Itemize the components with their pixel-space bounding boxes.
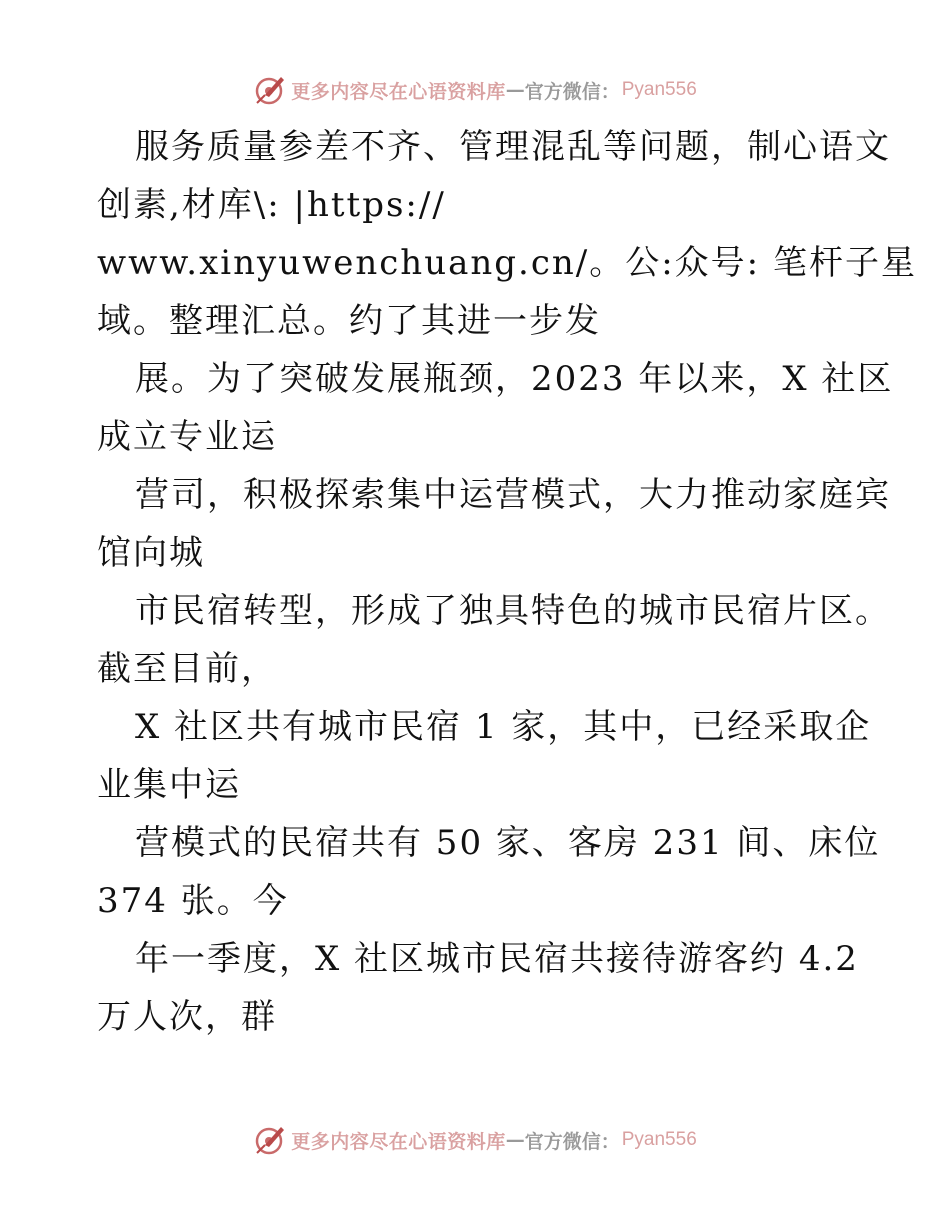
text-line: 馆向城 [97, 533, 205, 573]
watermark-site-text: 更多内容尽在心语资料库 [291, 80, 506, 103]
text-line: 市民宿转型，形成了独具特色的城市民宿片区。 [135, 591, 891, 631]
text-line: 营司，积极探索集中运营模式，大力推动家庭宾 [135, 475, 891, 515]
watermark-wechat-label: 官方微信： [524, 1130, 620, 1153]
document-body [97, 118, 917, 1046]
watermark-wechat-id: Pyan556 [621, 1129, 697, 1150]
text-line: 万人次，群 [97, 997, 277, 1037]
text-line: 域。整理汇总。约了其进一步发 [97, 301, 601, 341]
text-line: 成立专业运 [97, 417, 277, 457]
text-line: www.xinyuwenchuang.cn/。公:众号: 笔杆子星 [97, 243, 917, 283]
text-line: 服务质量参差不齐、管理混乱等问题，制心语文 [135, 127, 891, 167]
text-line: 创素,材库\: |https:// [97, 185, 446, 225]
text-line: 展。为了突破发展瓶颈，2023 年以来，X 社区 [135, 359, 894, 399]
quill-logo-icon [253, 73, 287, 107]
watermark-header [0, 70, 950, 110]
text-line: X 社区共有城市民宿 1 家，其中，已经采取企 [135, 707, 872, 747]
watermark-wechat-label: 官方微信： [524, 80, 620, 103]
text-line: 截至目前， [97, 649, 277, 689]
watermark-site-text: 更多内容尽在心语资料库 [291, 1130, 506, 1153]
text-line: 营模式的民宿共有 50 家、客房 231 间、床位 [135, 823, 881, 863]
watermark-wechat-id: Pyan556 [621, 79, 697, 100]
watermark-footer [0, 1120, 950, 1160]
text-line: 年一季度，X 社区城市民宿共接待游客约 4.2 [135, 939, 859, 979]
watermark-dash: — [505, 79, 525, 101]
text-line: 业集中运 [97, 765, 241, 805]
text-line: 374 张。今 [97, 881, 289, 921]
quill-logo-icon [253, 1123, 287, 1157]
watermark-dash: — [505, 1129, 525, 1151]
